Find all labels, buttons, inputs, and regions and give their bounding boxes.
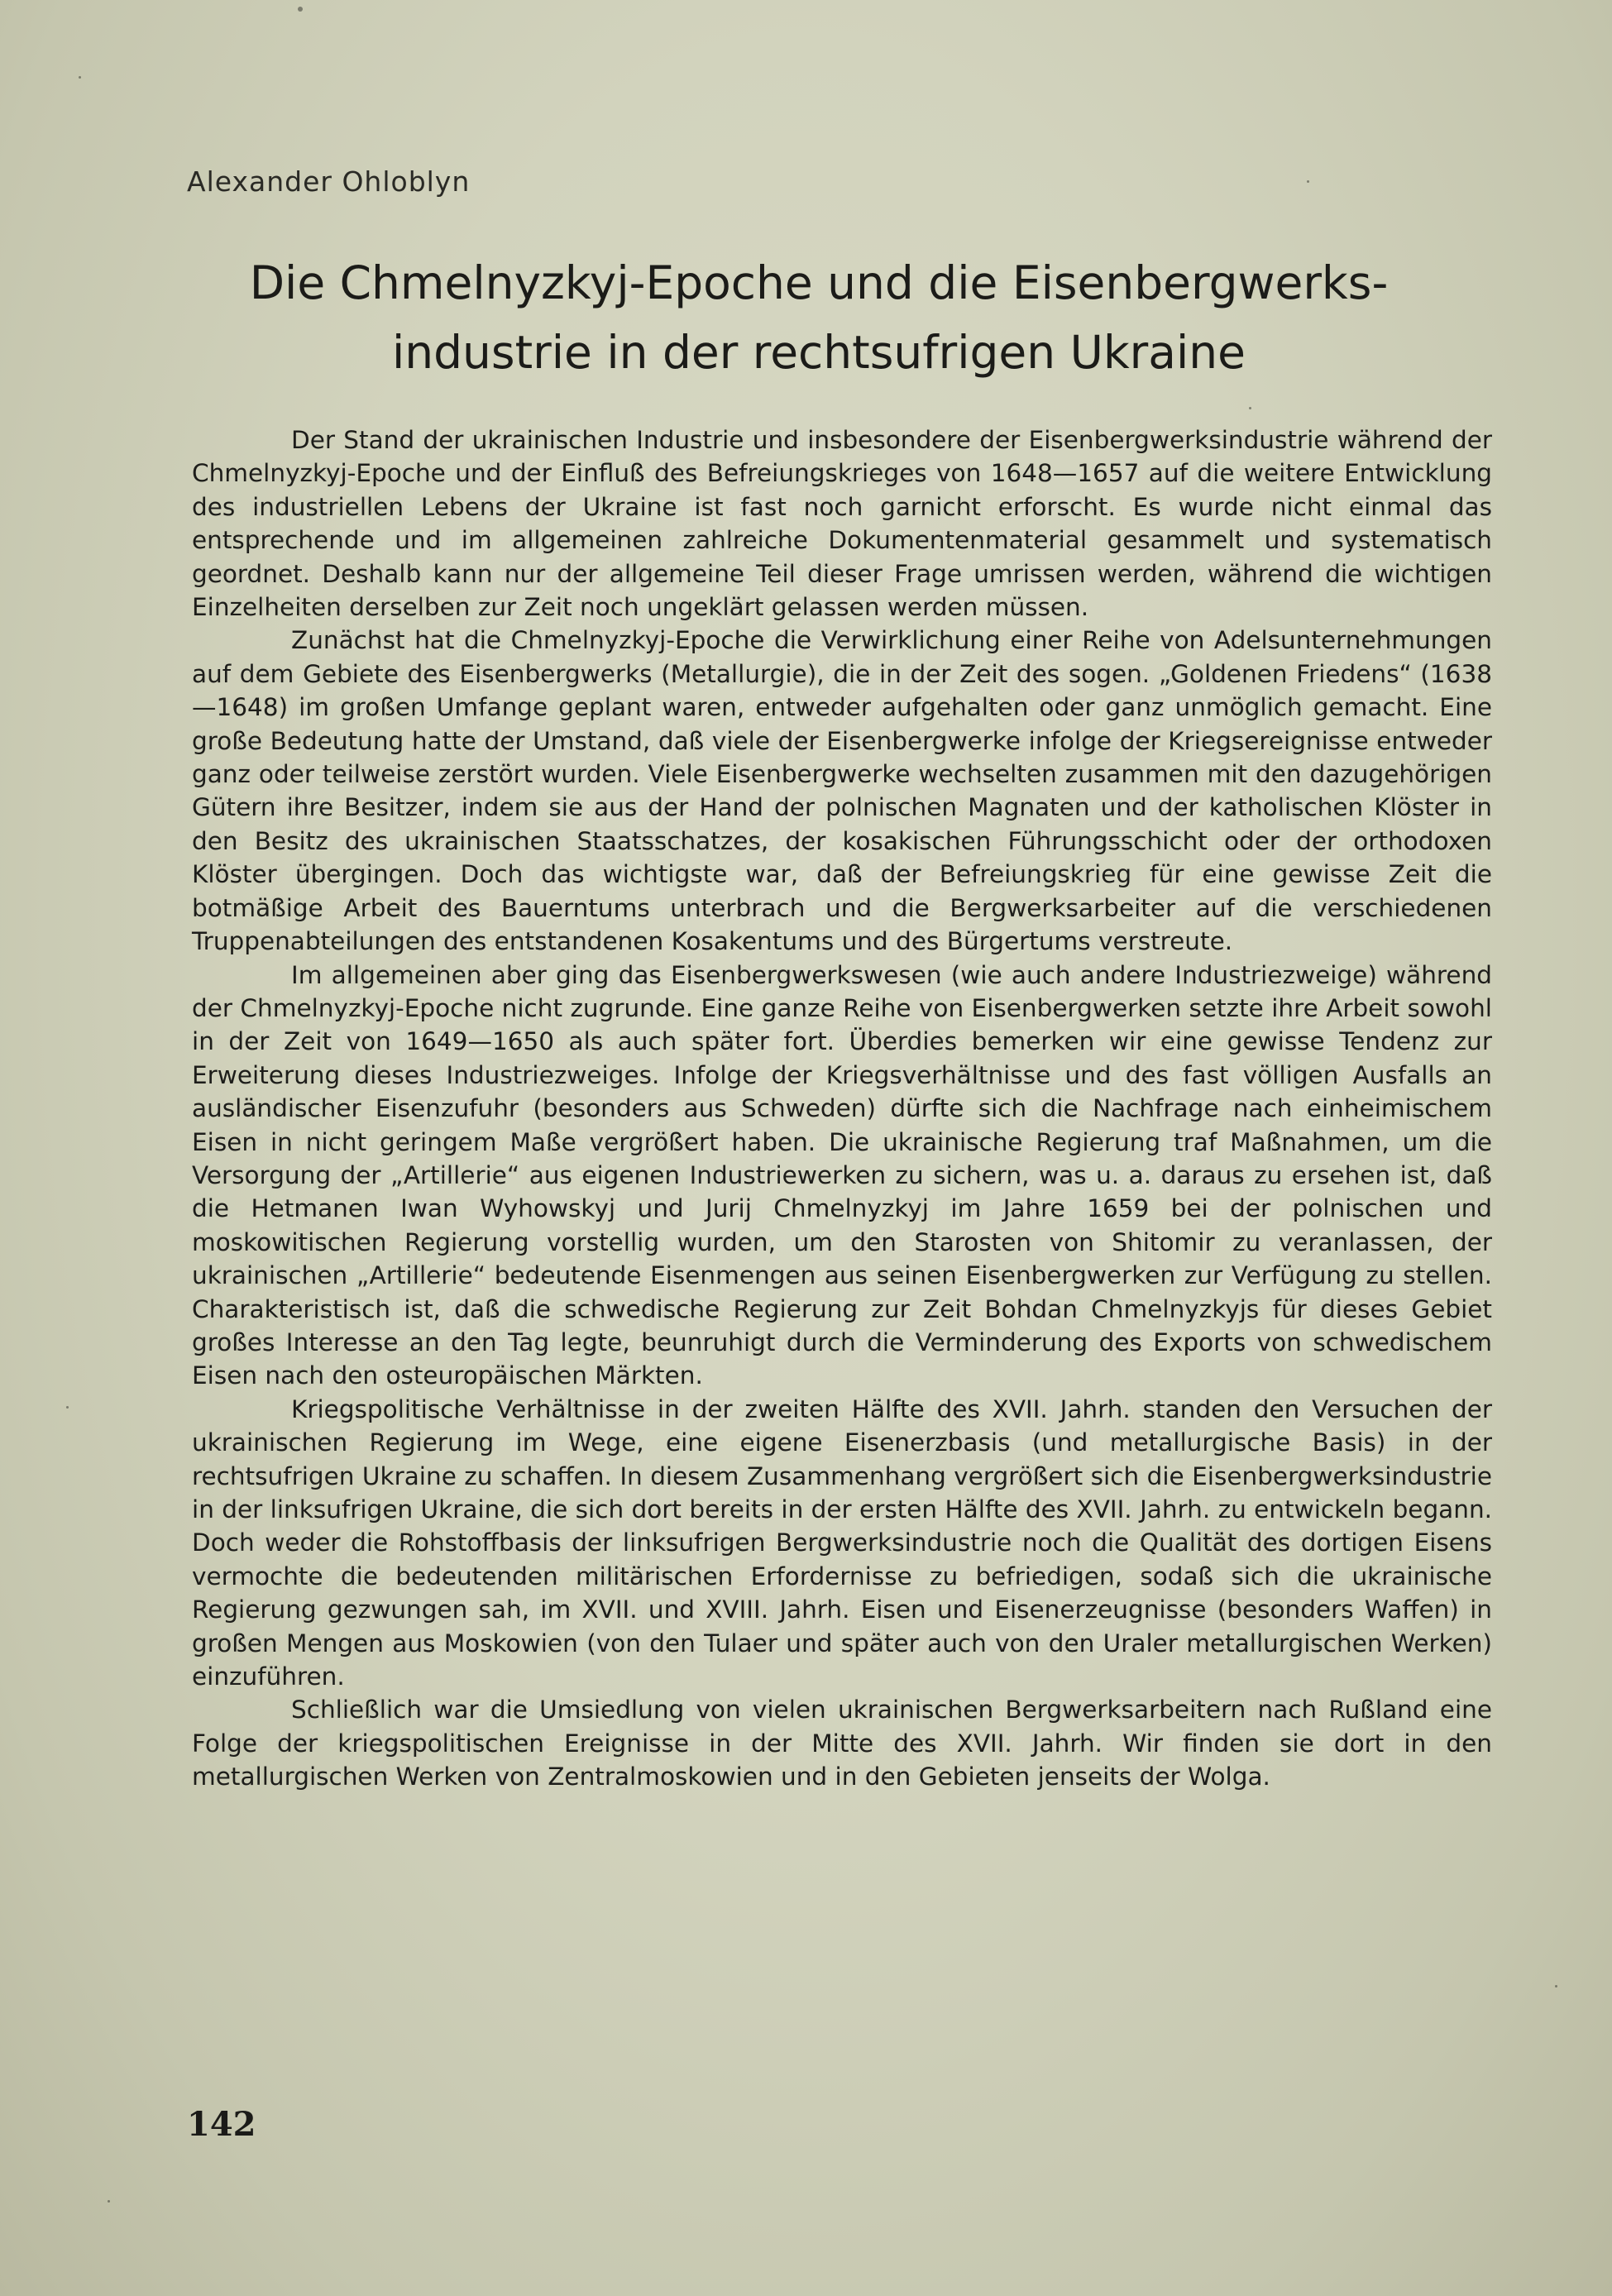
page-number: 142 <box>187 2105 256 2144</box>
article-body <box>192 423 1492 1794</box>
paragraph: Zunächst hat die Chmelnyzkyj-Epoche die Verwirklichung einer Reihe von Adelsunternehmungen auf dem Gebiete des Eisenbergwerks (Metallurgie), die in der Zeit des sogen. „Goldenen Friedens“ (1638—1648) im großen Umfange geplant waren, entweder aufgehalten oder ganz unmöglich gemacht. Eine große Bedeutung hatte der Umstand, daß viele der Eisenbergwerke infolge der Kriegsereignisse entweder ganz oder teilweise zerstört wurden. Viele Eisenbergwerke wechselten zusammen mit den dazugehörigen Gütern ihre Besitzer, indem sie aus der Hand der polnischen Magnaten und der katholischen Klöster in den Besitz des ukrainischen Staatsschatzes, der kosakischen Führungsschicht oder der orthodoxen Klöster übergingen. Doch das wichtigste war, daß der Befreiungskrieg für eine gewisse Zeit die botmäßige Arbeit des Bauerntums unterbrach und die Bergwerksarbeiter auf die verschiedenen Truppenabteilungen des entstandenen Kosakentums und des Bürgertums verstreute. <box>192 626 1492 956</box>
paragraph: Im allgemeinen aber ging das Eisenbergwerkswesen (wie auch andere Industriezweige) während der Chmelnyzkyj-Epoche nicht zugrunde. Eine ganze Reihe von Eisenbergwerken setzte ihre Arbeit sowohl in der Zeit von 1649—1650 als auch später fort. Überdies bemerken wir eine gewisse Tendenz zur Erweiterung dieses Industriezweiges. Infolge der Kriegsverhältnisse und des fast völligen Ausfalls an ausländischer Eisenzufuhr (besonders aus Schweden) dürfte sich die Nachfrage nach einheimischem Eisen in nicht geringem Maße vergrößert haben. Die ukrainische Regierung traf Maßnahmen, um die Versorgung der „Artillerie“ aus eigenen Industriewerken zu sichern, was u. a. daraus zu ersehen ist, daß die Hetmanen Iwan Wyhowskyj und Jurij Chmelnyzkyj im Jahre 1659 bei der polnischen und moskowitischen Regierung vorstellig wurden, um den Starosten von Shitomir zu veranlassen, der ukrainischen „Artillerie“ bedeutende Eisenmengen aus seinen Eisenbergwerken zur Verfügung zu stellen. Charakteristisch ist, daß die schwedische Regierung zur Zeit Bohdan Chmelnyzkyjs für dieses Gebiet großes Interesse an den Tag legte, beunruhigt durch die Verminderung des Exports von schwedischem Eisen nach den osteuropäischen Märkten. <box>192 960 1492 1390</box>
paper-speck <box>108 2200 110 2203</box>
title-line-1: Die Chmelnyzkyj-Epoche und die Eisenbergwerks- <box>249 256 1389 309</box>
title-line-2: industrie in der rechtsufrigen Ukraine <box>392 326 1246 379</box>
paragraph: Kriegspolitische Verhältnisse in der zweiten Hälfte des XVII. Jahrh. standen den Versuchen der ukrainischen Regierung im Wege, eine eigene Eisenerzbasis (und metallurgische Basis) in der rechtsufrigen Ukraine zu schaffen. In diesem Zusammenhang vergrößert sich die Eisenbergwerksindustrie in der linksufrigen Ukraine, die sich dort bereits in der ersten Hälfte des XVII. Jahrh. zu entwickeln begann. Doch weder die Rohstoffbasis der linksufrigen Bergwerksindustrie noch die Qualität des dortigen Eisens vermochte die bedeutenden militärischen Erfordernisse zu befriedigen, sodaß sich die ukrainische Regierung gezwungen sah, im XVII. und XVIII. Jahrh. Eisen und Eisenerzeugnisse (besonders Waffen) in großen Mengen aus Moskowien (von den Tulaer und später auch von den Uraler metallurgischen Werken) einzuführen. <box>192 1394 1493 1691</box>
paragraph: Schließlich war die Umsiedlung von vielen ukrainischen Bergwerksarbeitern nach Rußland eine Folge der kriegspolitischen Ereignisse in der Mitte des XVII. Jahrh. Wir finden sie dort in den metallurgischen Werken von Zentralmoskowien und in den Gebieten jenseits der Wolga. <box>192 1696 1492 1791</box>
paper-speck <box>66 1406 69 1409</box>
paper-speck <box>1555 1985 1557 1987</box>
author-name: Alexander Ohloblyn <box>187 165 471 198</box>
paper-speck <box>1249 407 1251 409</box>
paper-speck <box>298 7 303 12</box>
paper-speck <box>1307 180 1309 183</box>
paper-speck <box>79 76 81 79</box>
paragraph: Der Stand der ukrainischen Industrie und insbesondere der Eisenbergwerksindustrie während der Chmelnyzkyj-Epoche und der Einfluß des Befreiungskrieges von 1648—1657 auf die weitere Entwicklung des industriellen Lebens der Ukraine ist fast noch garnicht erforscht. Es wurde nicht einmal das entsprechende und im allgemeinen zahlreiche Dokumentenmaterial gesammelt und systematisch geordnet. Deshalb kann nur der allgemeine Teil dieser Frage umrissen werden, während die wichtigen Einzelheiten derselben zur Zeit noch ungeklärt gelassen werden müssen. <box>192 426 1492 622</box>
article-title <box>124 248 1514 387</box>
